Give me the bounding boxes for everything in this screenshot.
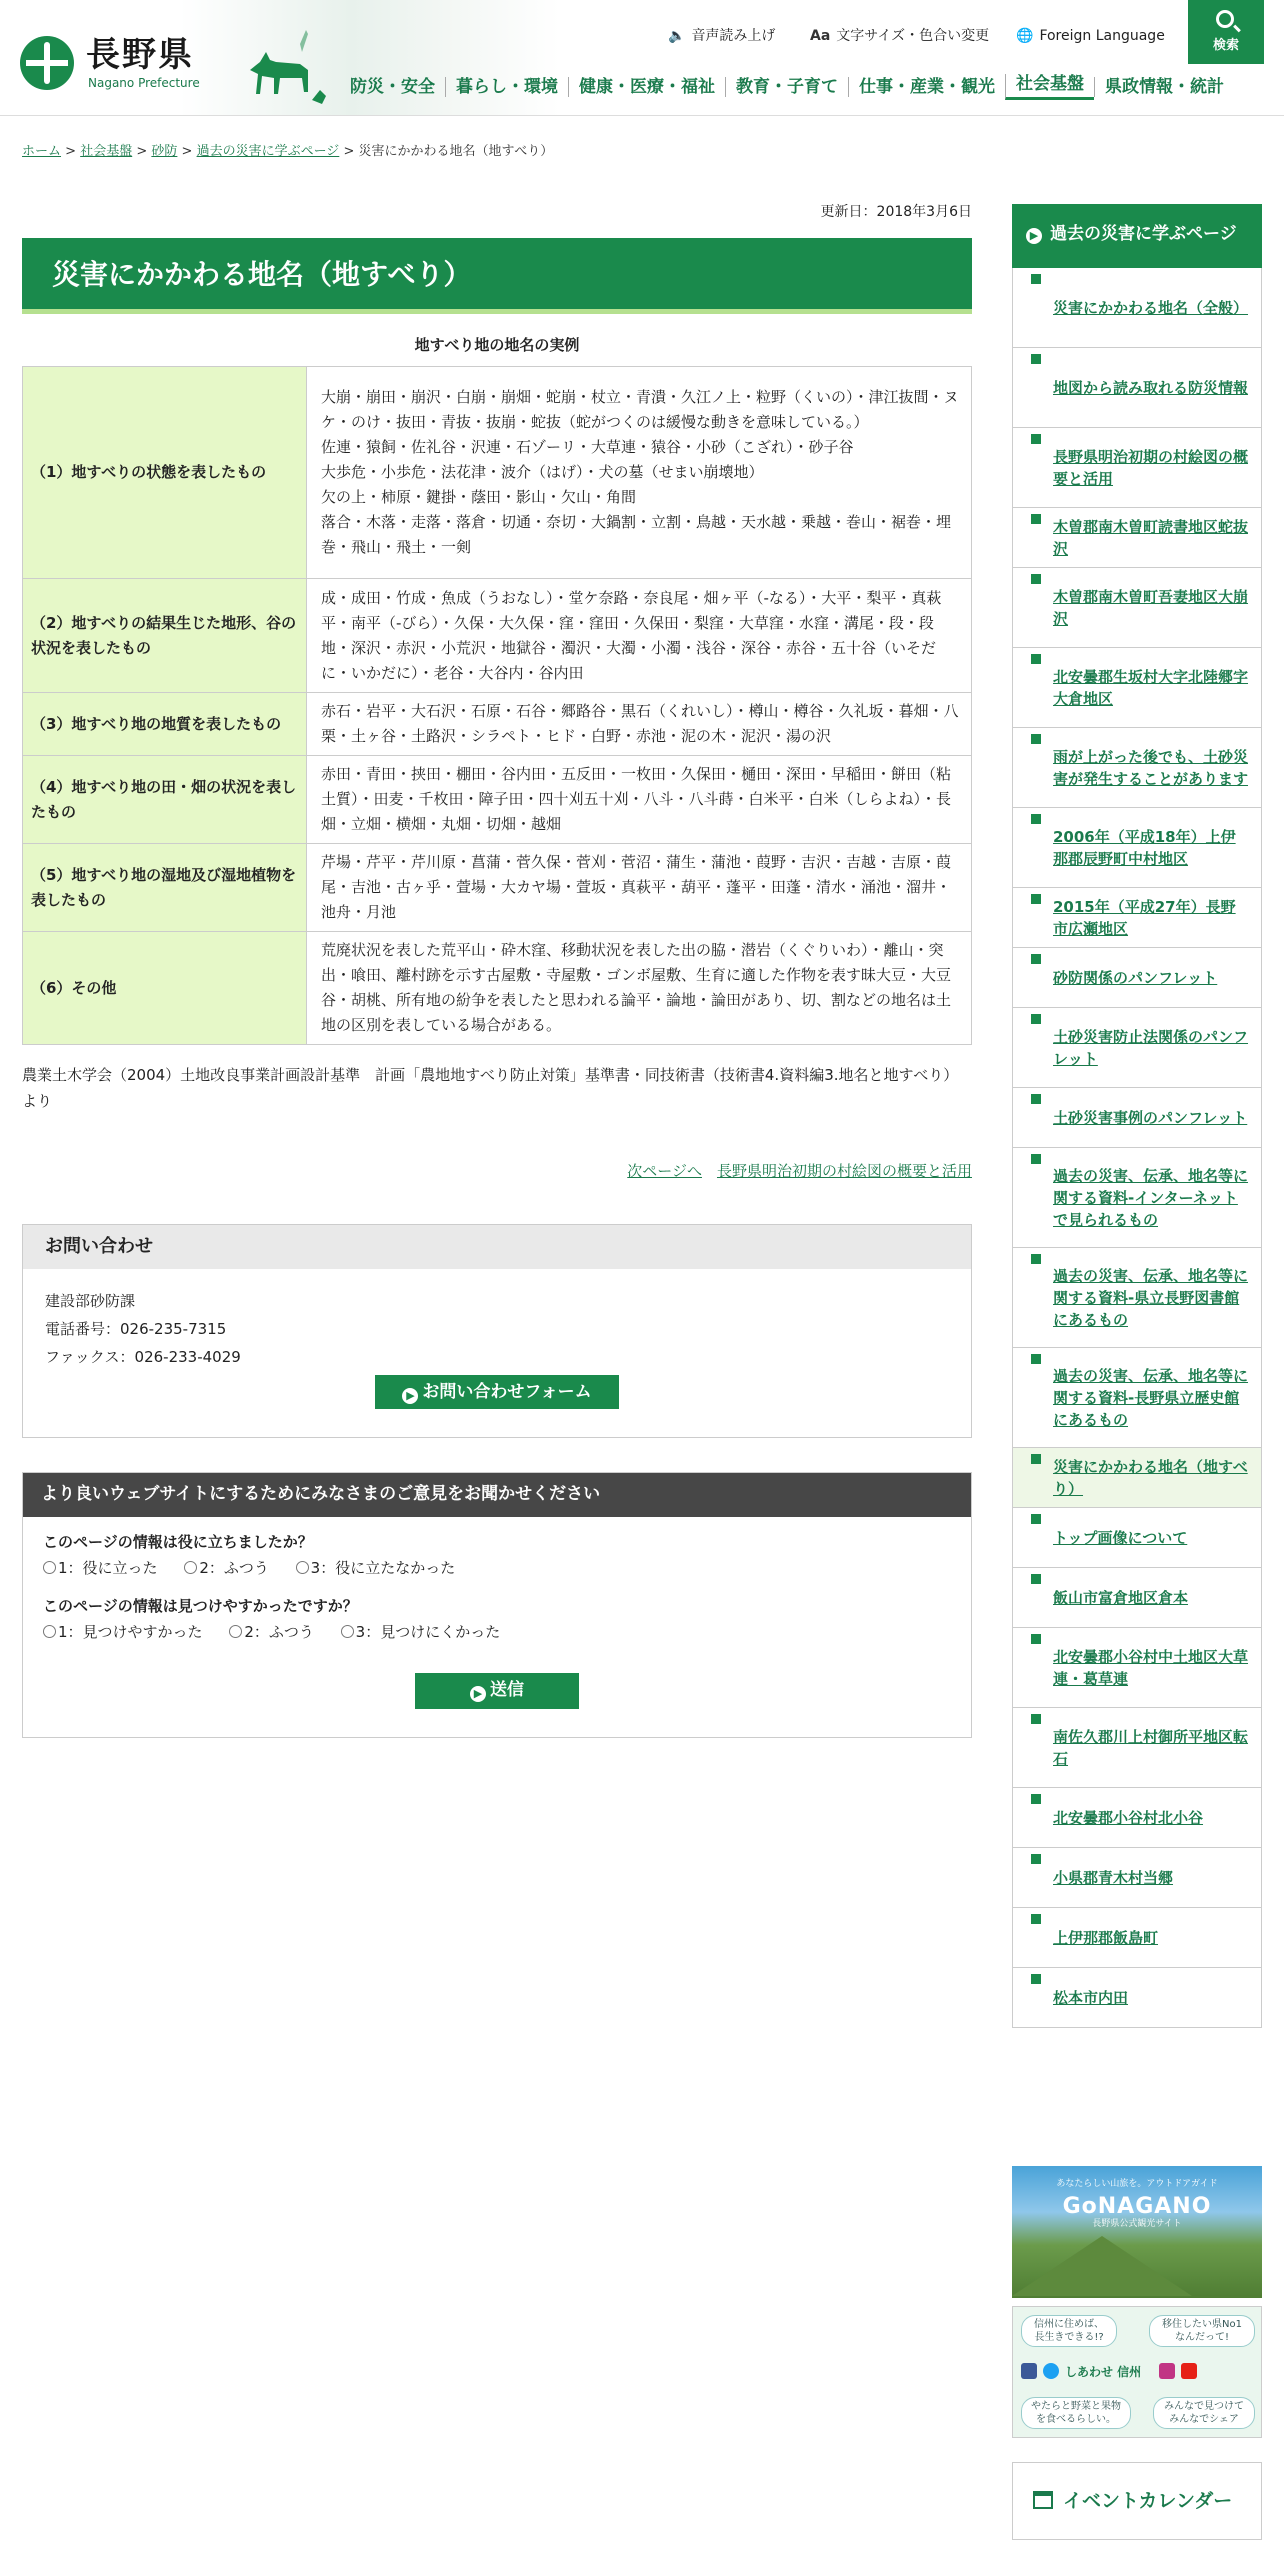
bullet-square-icon <box>1031 1454 1041 1464</box>
sidebar-item-label[interactable]: 雨が上がった後でも、土砂災害が発生することがあります <box>1053 747 1249 788</box>
bullet-square-icon <box>1031 1794 1041 1804</box>
survey-heading: より良いウェブサイトにするためにみなさまのご意見をお聞かせください <box>23 1473 971 1517</box>
site-logo[interactable] <box>20 34 210 94</box>
survey-q1-option-2[interactable] <box>184 1559 269 1577</box>
radio-button[interactable] <box>229 1625 242 1638</box>
breadcrumb: ホーム > 社会基盤 > 砂防 > 過去の災害に学ぶページ > 災害にかかわる地名（地すべり） <box>22 144 554 159</box>
breadcrumb-sabo[interactable]: 砂防 <box>151 144 178 159</box>
sidebar-heading[interactable] <box>1012 204 1262 268</box>
logo-english: Nagano Prefecture <box>88 76 200 90</box>
sidebar-item[interactable] <box>1013 1848 1261 1908</box>
sidebar-item[interactable] <box>1013 728 1261 808</box>
bullet-square-icon <box>1031 654 1041 664</box>
survey-options-1 <box>43 1557 477 1580</box>
sidebar-item-label[interactable]: 松本市内田 <box>1053 1988 1129 2007</box>
banner-tagline: あなたらしい山旅を。アウトドアガイド <box>1056 2179 1218 2189</box>
search-label: 検索 <box>1212 38 1239 53</box>
sidebar-item[interactable] <box>1013 1008 1261 1088</box>
breadcrumb-shakai-kiban[interactable]: 社会基盤 <box>80 144 133 159</box>
banner-bubble-bottom-right: みんなで見つけてみんなでシェア <box>1153 2397 1255 2429</box>
option-label: 2：ふつう <box>199 1559 269 1577</box>
sidebar-item-label[interactable]: 過去の災害、伝承、地名等に関する資料-インターネットで見られるもの <box>1053 1166 1249 1229</box>
arrow-right-icon: ▶ <box>470 1686 486 1702</box>
breadcrumb-kako-saigai[interactable]: 過去の災害に学ぶページ <box>196 144 340 159</box>
bullet-square-icon <box>1031 1014 1041 1024</box>
bullet-square-icon <box>1031 734 1041 744</box>
bullet-square-icon <box>1031 1094 1041 1104</box>
table-row <box>23 693 972 756</box>
row-value: 荒廃状況を表した荒平山・砕木窪、移動状況を表した出の脇・潜岩（くぐりいわ）・離山・突出・喰田、離村跡を示す古屋敷・寺屋敷・ゴンボ屋敷、生育に適した作物を表す昧大豆・大豆谷・胡桃、所有地の紛争を表したと思われる論平・論地・論田があり、切、割などの地名は土地の区別を表している場合がある。 <box>307 932 972 1045</box>
sidebar-item[interactable] <box>1013 648 1261 728</box>
sidebar-item-label[interactable]: 土砂災害防止法関係のパンフレット <box>1053 1027 1249 1068</box>
nav-kyoiku[interactable]: 教育・子育て <box>725 77 848 97</box>
contact-form-label: お問い合わせフォーム <box>422 1382 592 1402</box>
event-calendar-label: イベントカレンダー <box>1063 2490 1233 2512</box>
bullet-square-icon <box>1031 1574 1041 1584</box>
twitter-icon <box>1043 2363 1059 2379</box>
contact-dept: 建設部砂防課 <box>45 1292 136 1310</box>
prefecture-emblem-icon <box>20 36 74 90</box>
survey-question-2: このページの情報は見つけやすかったですか？ <box>43 1597 358 1615</box>
sidebar-item[interactable] <box>1013 428 1261 508</box>
table-caption: 地すべり地の地名の実例 <box>414 336 580 354</box>
sidebar-item-label[interactable]: 土砂災害事例のパンフレット <box>1053 1108 1248 1127</box>
nav-kurashi[interactable]: 暮らし・環境 <box>445 77 568 97</box>
sidebar-item-label[interactable]: 北安曇郡生坂村大字北陸郷字大倉地区 <box>1053 667 1249 708</box>
voice-reading-label: 音声読み上げ <box>691 28 776 44</box>
contact-form-button[interactable] <box>375 1375 619 1409</box>
row-value: 大崩・崩田・崩沢・白崩・崩畑・蛇崩・杖立・青潰・久江ノ上・粒野（くいの）・津江抜間・ヌケ・のけ・抜田・青抜・抜崩・蛇抜（蛇がつくのは緩慢な動きを意味している。） 佐連・猿飼・佐礼谷・沢連・石ゾーリ・大草連・猿谷・小砂（こざれ）・砂子谷 大歩危・小歩危・法花津・波介（はげ）・犬の墓（せまい崩壊地） 欠の上・柿原・鍵掛・蔭田・影山・欠山・角間 落合・木落・走落・落倉・切通・奈切・大鍋割・立割・鳥越・天水越・乗越・巻山・裾巻・埋巻・飛山・飛土・一剣 <box>307 367 972 579</box>
sidebar-item-label[interactable]: 地図から読み取れる防災情報 <box>1053 378 1249 397</box>
row-label: （2）地すべりの結果生じた地形、谷の状況を表したもの <box>23 579 307 693</box>
bullet-square-icon <box>1031 1514 1041 1524</box>
sidebar-item-label[interactable]: 災害にかかわる地名（全般） <box>1053 298 1249 317</box>
survey-q1-option-1[interactable] <box>43 1559 158 1577</box>
bullet-square-icon <box>1031 814 1041 824</box>
table-row <box>23 579 972 693</box>
bullet-square-icon <box>1031 1714 1041 1724</box>
row-label: （6）その他 <box>23 932 307 1045</box>
font-size-icon: Aa <box>810 28 831 44</box>
contact-fax: ファックス：026-233-4029 <box>45 1348 241 1366</box>
next-page-prefix[interactable]: 次ページへ <box>627 1162 702 1180</box>
source-note: 農業土木学会（2004）土地改良事業計画設計基準 計画「農地地すべり防止対策」基準書・同技術書（技術書4.資料編3.地名と地すべり）より <box>22 1066 959 1110</box>
next-page-title[interactable]: 長野県明治初期の村絵図の概要と活用 <box>716 1162 972 1180</box>
option-label: 3：役に立たなかった <box>310 1559 456 1577</box>
row-label: （3）地すべり地の地質を表したもの <box>23 693 307 756</box>
bullet-square-icon <box>1031 354 1041 364</box>
sidebar-item[interactable] <box>1013 1088 1261 1148</box>
nav-shakai-kiban[interactable]: 社会基盤 <box>1005 74 1094 100</box>
foreign-language-label: Foreign Language <box>1039 28 1165 44</box>
row-label: （5）地すべり地の湿地及び湿地植物を表したもの <box>23 844 307 932</box>
sidebar-item-label[interactable]: 砂防関係のパンフレット <box>1053 968 1218 987</box>
sidebar-item-label[interactable]: 木曽郡南木曽町吾妻地区大崩沢 <box>1053 587 1249 628</box>
survey-q2-option-1[interactable] <box>43 1623 203 1641</box>
table-row <box>23 844 972 932</box>
radio-button[interactable] <box>341 1625 354 1638</box>
row-value: 成・成田・竹成・魚成（うおなし）・堂ケ奈路・奈良尾・畑ヶ平（-なる）・大平・梨平・真萩平・南平（-びら）・久保・大久保・窪・窪田・久保田・梨窪・大草窪・水窪・溝尾・段・段地・深沢・赤沢・小荒沢・地獄谷・濁沢・大濁・小濁・浅谷・深谷・赤谷・五十谷（いそだに・いかだに）・老谷・大谷内・谷内田 <box>307 579 972 693</box>
table-row <box>23 932 972 1045</box>
sidebar-item-label[interactable]: 過去の災害、伝承、地名等に関する資料-県立長野図書館にあるもの <box>1053 1266 1249 1329</box>
bullet-square-icon <box>1031 574 1041 584</box>
survey-options-2 <box>43 1621 522 1644</box>
serow-silhouette-icon <box>230 30 330 116</box>
sidebar <box>1012 204 1262 2028</box>
sidebar-item[interactable] <box>1013 1508 1261 1568</box>
next-page-link[interactable] <box>627 1160 972 1183</box>
arrow-right-icon: ▶ <box>1026 228 1042 244</box>
go-nagano-banner[interactable] <box>1012 2166 1262 2298</box>
voice-reading-link[interactable] <box>668 26 775 47</box>
bullet-square-icon <box>1031 1914 1041 1924</box>
survey-q2-option-3[interactable] <box>341 1623 501 1641</box>
sidebar-item[interactable] <box>1013 1708 1261 1788</box>
sidebar-item[interactable] <box>1013 348 1261 428</box>
row-value: 赤田・青田・挟田・棚田・谷内田・五反田・一枚田・久保田・樋田・深田・早稲田・餅田（粘土質）・田麦・千枚田・障子田・四十刈五十刈・八斗・八斗蒔・白米平・白米（しらよね）・長畑・立畑・横畑・丸畑・切畑・越畑 <box>307 756 972 844</box>
banner-bubble-left: 信州に住めば、長生きできる!? <box>1021 2315 1117 2347</box>
bullet-square-icon <box>1031 954 1041 964</box>
youtube-icon <box>1181 2363 1197 2379</box>
page-title: 災害にかかわる地名（地すべり） <box>22 238 972 314</box>
logo-japanese: 長野県 <box>86 35 194 75</box>
event-calendar-link[interactable] <box>1012 2462 1262 2540</box>
sidebar-item[interactable] <box>1013 268 1261 348</box>
updated-date: 更新日：2018年3月6日 <box>820 204 972 220</box>
sidebar-item[interactable] <box>1013 1348 1261 1448</box>
bullet-square-icon <box>1031 1974 1041 1984</box>
sidebar-item[interactable] <box>1013 1628 1261 1708</box>
bullet-square-icon <box>1031 1154 1041 1164</box>
radio-button[interactable] <box>43 1625 56 1638</box>
sidebar-item-label[interactable]: 2015年（平成27年）長野市広瀬地区 <box>1053 897 1236 938</box>
breadcrumb-home[interactable]: ホーム <box>22 144 62 159</box>
contact-heading: お問い合わせ <box>23 1225 971 1269</box>
arrow-right-icon: ▶ <box>402 1388 418 1404</box>
bullet-square-icon <box>1031 274 1041 284</box>
shiawase-shinshu-banner[interactable] <box>1012 2306 1262 2438</box>
globe-icon: 🌐 <box>1016 28 1034 44</box>
row-value: 芹場・芹平・芹川原・菖蒲・菅久保・菅刈・菅沼・蒲生・蒲池・葭野・吉沢・吉越・吉原・葭尾・吉池・古ヶ乎・萱場・大カヤ場・萱坂・真萩平・葫平・蓬平・田蓬・清水・涌池・溜井・池舟・月池 <box>307 844 972 932</box>
sidebar-item-label[interactable]: 2006年（平成18年）上伊那郡辰野町中村地区 <box>1053 827 1236 868</box>
survey-question-1: このページの情報は役に立ちましたか？ <box>43 1533 313 1551</box>
sidebar-item-label[interactable]: 木曽郡南木曽町読書地区蛇抜沢 <box>1053 517 1249 558</box>
option-label: 3：見つけにくかった <box>355 1623 501 1641</box>
sidebar-item[interactable] <box>1013 948 1261 1008</box>
sidebar-item[interactable] <box>1013 1908 1261 1968</box>
row-value: 赤石・岩平・大石沢・石原・石谷・郷路谷・黒石（くれいし）・樽山・樽谷・久礼坂・暮畑・八栗・土ヶ谷・土路沢・シラペト・ヒド・白野・赤池・泥の木・泥沢・湯の沢 <box>307 693 972 756</box>
sidebar-item-label[interactable]: トップ画像について <box>1053 1528 1188 1547</box>
banner-bubble-bottom-left: やたらと野菜と果物を食べるらしい。 <box>1021 2397 1131 2429</box>
search-button[interactable] <box>1188 0 1264 64</box>
sidebar-item-label[interactable]: 飯山市富倉地区倉本 <box>1053 1588 1189 1607</box>
sidebar-item[interactable] <box>1013 1248 1261 1348</box>
contact-tel: 電話番号：026-235-7315 <box>45 1320 227 1338</box>
sidebar-item-label[interactable]: 北安曇郡小谷村中土地区大草連・葛草連 <box>1053 1647 1249 1688</box>
sidebar-item[interactable] <box>1013 508 1261 568</box>
sidebar-item-label[interactable]: 災害にかかわる地名（地すべり） <box>1053 1457 1248 1498</box>
survey-submit-button[interactable] <box>415 1673 579 1709</box>
search-icon <box>1216 10 1234 28</box>
sidebar-item[interactable] <box>1013 1448 1261 1508</box>
bullet-square-icon <box>1031 1634 1041 1644</box>
nav-bousai[interactable]: 防災・安全 <box>350 77 435 97</box>
nav-kensei[interactable]: 県政情報・統計 <box>1094 77 1234 97</box>
bullet-square-icon <box>1031 434 1041 444</box>
facebook-icon <box>1021 2363 1037 2379</box>
sidebar-item-label[interactable]: 長野県明治初期の村絵図の概要と活用 <box>1053 447 1249 488</box>
bullet-square-icon <box>1031 514 1041 524</box>
option-label: 2：ふつう <box>244 1623 314 1641</box>
row-label: （4）地すべり地の田・畑の状況を表したもの <box>23 756 307 844</box>
sidebar-heading-label: 過去の災害に学ぶページ <box>1050 224 1237 244</box>
social-icons-row <box>1021 2363 1255 2385</box>
sidebar-item[interactable] <box>1013 1568 1261 1628</box>
contact-box <box>22 1224 972 1438</box>
sidebar-item-label[interactable]: 上伊那郡飯島町 <box>1053 1928 1159 1947</box>
speaker-icon: 🔈 <box>668 28 686 44</box>
nav-kenko[interactable]: 健康・医療・福祉 <box>568 77 725 97</box>
table-row <box>23 756 972 844</box>
sidebar-item-label[interactable]: 北安曇郡小谷村北小谷 <box>1053 1808 1204 1827</box>
radio-button[interactable] <box>296 1561 309 1574</box>
foreign-language-link[interactable] <box>1016 26 1165 47</box>
place-names-table <box>22 366 972 1045</box>
sidebar-item[interactable] <box>1013 1788 1261 1848</box>
sidebar-item-label[interactable]: 南佐久郡川上村御所平地区転石 <box>1053 1727 1249 1768</box>
bullet-square-icon <box>1031 1854 1041 1864</box>
bullet-square-icon <box>1031 1254 1041 1264</box>
table-row <box>23 367 972 579</box>
row-label: （1）地すべりの状態を表したもの <box>23 367 307 579</box>
bullet-square-icon <box>1031 1354 1041 1364</box>
sidebar-item[interactable] <box>1013 888 1261 948</box>
sidebar-item-label[interactable]: 小県郡青木村当郷 <box>1053 1868 1174 1887</box>
breadcrumb-current: 災害にかかわる地名（地すべり） <box>358 144 554 159</box>
banner-brand: しあわせ 信州 <box>1065 2365 1142 2379</box>
nav-shigoto[interactable]: 仕事・産業・観光 <box>848 77 1005 97</box>
site-header <box>0 0 1284 116</box>
option-label: 1：見つけやすかった <box>58 1623 203 1641</box>
sidebar-list <box>1012 268 1262 2028</box>
survey-q1-option-3[interactable] <box>296 1559 456 1577</box>
text-size-label: 文字サイズ・色合い変更 <box>836 28 990 44</box>
global-nav <box>340 72 1270 102</box>
radio-button[interactable] <box>43 1561 56 1574</box>
calendar-icon <box>1033 2491 1053 2509</box>
submit-label: 送信 <box>490 1680 524 1700</box>
banner-title: GoNAGANO <box>1062 2194 1212 2219</box>
option-label: 1：役に立った <box>58 1559 158 1577</box>
sidebar-item[interactable] <box>1013 1148 1261 1248</box>
survey-q2-option-2[interactable] <box>229 1623 314 1641</box>
instagram-icon <box>1159 2363 1175 2379</box>
radio-button[interactable] <box>184 1561 197 1574</box>
text-size-link[interactable] <box>810 26 989 47</box>
sidebar-item[interactable] <box>1013 808 1261 888</box>
banner-subtitle: 長野県公式観光サイト <box>1092 2219 1182 2229</box>
banner-bubble-right: 移住したい県No1なんだって! <box>1149 2315 1255 2347</box>
survey-box <box>22 1472 972 1738</box>
sidebar-item-label[interactable]: 過去の災害、伝承、地名等に関する資料-長野県立歴史館にあるもの <box>1053 1366 1249 1429</box>
sidebar-item[interactable] <box>1013 568 1261 648</box>
bullet-square-icon <box>1031 894 1041 904</box>
mountain-graphic <box>1012 2236 1192 2296</box>
sidebar-item[interactable] <box>1013 1968 1261 2028</box>
